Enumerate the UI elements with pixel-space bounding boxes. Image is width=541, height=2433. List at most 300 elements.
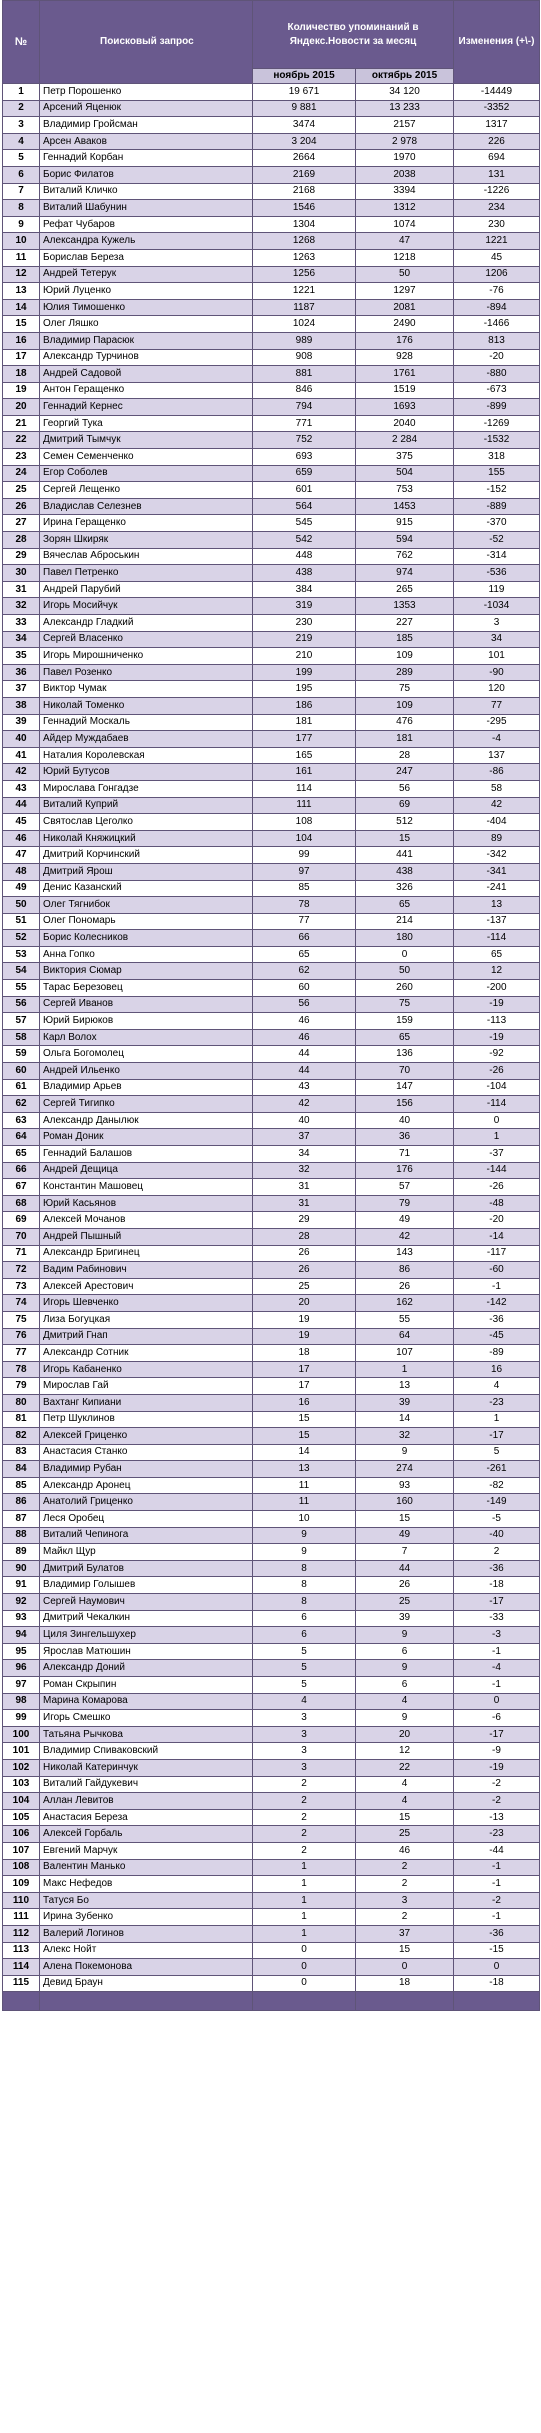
table-row xyxy=(3,1643,540,1660)
row-number: 12 xyxy=(3,266,40,283)
october-count: 12 xyxy=(356,1743,454,1760)
person-name: Мирослав Гай xyxy=(40,1378,253,1395)
november-count: 43 xyxy=(253,1079,356,1096)
october-count: 176 xyxy=(356,1162,454,1179)
october-count: 50 xyxy=(356,266,454,283)
person-name: Виталий Гайдукевич xyxy=(40,1776,253,1793)
person-name: Виталий Чепинога xyxy=(40,1527,253,1544)
november-count: 46 xyxy=(253,1013,356,1030)
october-count: 247 xyxy=(356,764,454,781)
october-count: 14 xyxy=(356,1411,454,1428)
november-count: 752 xyxy=(253,432,356,449)
row-number: 109 xyxy=(3,1876,40,1893)
person-name: Александр Доний xyxy=(40,1660,253,1677)
person-name: Борис Колесников xyxy=(40,930,253,947)
change-value: 226 xyxy=(454,133,540,150)
row-number: 15 xyxy=(3,316,40,333)
table-body xyxy=(3,84,540,1992)
person-name: Владислав Селезнев xyxy=(40,498,253,515)
november-count: 0 xyxy=(253,1975,356,1992)
row-number: 21 xyxy=(3,415,40,432)
november-count: 448 xyxy=(253,548,356,565)
table-row xyxy=(3,1245,540,1262)
row-number: 55 xyxy=(3,980,40,997)
november-count: 1256 xyxy=(253,266,356,283)
change-value: -3 xyxy=(454,1627,540,1644)
table-row xyxy=(3,880,540,897)
person-name: Сергей Власенко xyxy=(40,631,253,648)
person-name: Виталий Куприй xyxy=(40,797,253,814)
row-number: 5 xyxy=(3,150,40,167)
november-count: 114 xyxy=(253,780,356,797)
change-value: -342 xyxy=(454,847,540,864)
november-count: 56 xyxy=(253,996,356,1013)
november-count: 0 xyxy=(253,1942,356,1959)
person-name: Егор Соболев xyxy=(40,465,253,482)
person-name: Игорь Кабаненко xyxy=(40,1361,253,1378)
table-row xyxy=(3,1743,540,1760)
october-count: 289 xyxy=(356,664,454,681)
table-row xyxy=(3,797,540,814)
table-row xyxy=(3,1461,540,1478)
november-count: 16 xyxy=(253,1394,356,1411)
table-row xyxy=(3,1394,540,1411)
person-name: Виктор Чумак xyxy=(40,681,253,698)
october-count: 22 xyxy=(356,1759,454,1776)
october-count: 71 xyxy=(356,1146,454,1163)
october-count: 9 xyxy=(356,1710,454,1727)
person-name: Андрей Дещица xyxy=(40,1162,253,1179)
change-value: -889 xyxy=(454,498,540,515)
person-name: Александр Аронец xyxy=(40,1477,253,1494)
november-count: 1268 xyxy=(253,233,356,250)
row-number: 32 xyxy=(3,598,40,615)
change-value: 89 xyxy=(454,830,540,847)
november-count: 46 xyxy=(253,1029,356,1046)
row-number: 54 xyxy=(3,963,40,980)
change-value: -2 xyxy=(454,1892,540,1909)
person-name: Алекс Нойт xyxy=(40,1942,253,1959)
november-count: 97 xyxy=(253,863,356,880)
change-value: -894 xyxy=(454,299,540,316)
change-value: 34 xyxy=(454,631,540,648)
october-count: 0 xyxy=(356,1959,454,1976)
row-number: 22 xyxy=(3,432,40,449)
change-value: 12 xyxy=(454,963,540,980)
november-count: 17 xyxy=(253,1361,356,1378)
change-value: -89 xyxy=(454,1345,540,1362)
change-value: -26 xyxy=(454,1063,540,1080)
november-count: 384 xyxy=(253,581,356,598)
table-row xyxy=(3,1013,540,1030)
table-row xyxy=(3,664,540,681)
row-number: 34 xyxy=(3,631,40,648)
change-value: -1 xyxy=(454,1859,540,1876)
person-name: Дмитрий Ярош xyxy=(40,863,253,880)
october-count: 4 xyxy=(356,1776,454,1793)
change-value: 155 xyxy=(454,465,540,482)
table-row xyxy=(3,1328,540,1345)
november-count: 2 xyxy=(253,1809,356,1826)
row-number: 89 xyxy=(3,1544,40,1561)
person-name: Игорь Мирошниченко xyxy=(40,648,253,665)
table-row xyxy=(3,946,540,963)
november-count: 11 xyxy=(253,1494,356,1511)
table-row xyxy=(3,697,540,714)
table-row xyxy=(3,1361,540,1378)
table-row xyxy=(3,1345,540,1362)
row-number: 8 xyxy=(3,200,40,217)
row-number: 63 xyxy=(3,1112,40,1129)
change-value: -19 xyxy=(454,1759,540,1776)
change-value: -20 xyxy=(454,1212,540,1229)
october-count: 69 xyxy=(356,797,454,814)
person-name: Петр Шуклинов xyxy=(40,1411,253,1428)
table-row xyxy=(3,216,540,233)
table-row xyxy=(3,465,540,482)
change-value: 1 xyxy=(454,1411,540,1428)
table-row xyxy=(3,1759,540,1776)
row-number: 87 xyxy=(3,1511,40,1528)
person-name: Татуся Бо xyxy=(40,1892,253,1909)
row-number: 70 xyxy=(3,1228,40,1245)
change-value: 813 xyxy=(454,332,540,349)
row-number: 36 xyxy=(3,664,40,681)
table-row xyxy=(3,897,540,914)
november-count: 108 xyxy=(253,814,356,831)
november-count: 104 xyxy=(253,830,356,847)
person-name: Геннадий Корбан xyxy=(40,150,253,167)
table-row xyxy=(3,532,540,549)
row-number: 79 xyxy=(3,1378,40,1395)
november-count: 846 xyxy=(253,382,356,399)
october-count: 3394 xyxy=(356,183,454,200)
table-row xyxy=(3,1212,540,1229)
row-number: 7 xyxy=(3,183,40,200)
november-count: 3474 xyxy=(253,117,356,134)
person-name: Ирина Геращенко xyxy=(40,515,253,532)
row-number: 106 xyxy=(3,1826,40,1843)
october-count: 25 xyxy=(356,1826,454,1843)
header-row xyxy=(3,1,540,69)
change-value: -76 xyxy=(454,283,540,300)
november-count: 14 xyxy=(253,1444,356,1461)
table-row xyxy=(3,1959,540,1976)
november-count: 195 xyxy=(253,681,356,698)
november-count: 3 xyxy=(253,1726,356,1743)
november-count: 794 xyxy=(253,399,356,416)
table-row xyxy=(3,565,540,582)
october-count: 9 xyxy=(356,1660,454,1677)
november-count: 6 xyxy=(253,1610,356,1627)
november-count: 3 xyxy=(253,1743,356,1760)
change-value: -114 xyxy=(454,1096,540,1113)
november-count: 31 xyxy=(253,1179,356,1196)
october-count: 107 xyxy=(356,1345,454,1362)
row-number: 111 xyxy=(3,1909,40,1926)
row-number: 85 xyxy=(3,1477,40,1494)
table-row xyxy=(3,117,540,134)
november-count: 17 xyxy=(253,1378,356,1395)
row-number: 73 xyxy=(3,1278,40,1295)
november-count: 181 xyxy=(253,714,356,731)
table-row xyxy=(3,581,540,598)
person-name: Анастасия Береза xyxy=(40,1809,253,1826)
change-value: 694 xyxy=(454,150,540,167)
change-value: -48 xyxy=(454,1195,540,1212)
row-number: 6 xyxy=(3,166,40,183)
october-count: 64 xyxy=(356,1328,454,1345)
row-number: 68 xyxy=(3,1195,40,1212)
row-number: 1 xyxy=(3,84,40,101)
table-row xyxy=(3,133,540,150)
person-name: Юрий Бирюков xyxy=(40,1013,253,1030)
november-count: 3 xyxy=(253,1710,356,1727)
row-number: 47 xyxy=(3,847,40,864)
october-count: 159 xyxy=(356,1013,454,1030)
table-row xyxy=(3,316,540,333)
row-number: 40 xyxy=(3,731,40,748)
october-count: 93 xyxy=(356,1477,454,1494)
person-name: Георгий Тука xyxy=(40,415,253,432)
november-count: 5 xyxy=(253,1660,356,1677)
november-count: 1546 xyxy=(253,200,356,217)
change-value: -341 xyxy=(454,863,540,880)
row-number: 110 xyxy=(3,1892,40,1909)
table-row xyxy=(3,1726,540,1743)
header-november: ноябрь 2015 xyxy=(253,69,356,84)
change-value: -1466 xyxy=(454,316,540,333)
october-count: 39 xyxy=(356,1394,454,1411)
october-count: 44 xyxy=(356,1560,454,1577)
change-value: -370 xyxy=(454,515,540,532)
person-name: Владимир Арьев xyxy=(40,1079,253,1096)
october-count: 147 xyxy=(356,1079,454,1096)
table-row xyxy=(3,1776,540,1793)
table-row xyxy=(3,1112,540,1129)
row-number: 107 xyxy=(3,1842,40,1859)
table-row xyxy=(3,963,540,980)
person-name: Сергей Тигипко xyxy=(40,1096,253,1113)
person-name: Валентин Манько xyxy=(40,1859,253,1876)
change-value: -52 xyxy=(454,532,540,549)
table-row xyxy=(3,598,540,615)
table-row xyxy=(3,1693,540,1710)
october-count: 180 xyxy=(356,930,454,947)
person-name: Анатолий Гриценко xyxy=(40,1494,253,1511)
change-value: -144 xyxy=(454,1162,540,1179)
table-row xyxy=(3,1527,540,1544)
row-number: 33 xyxy=(3,615,40,632)
row-number: 17 xyxy=(3,349,40,366)
row-number: 100 xyxy=(3,1726,40,1743)
table-row xyxy=(3,1793,540,1810)
november-count: 1 xyxy=(253,1876,356,1893)
person-name: Олег Ляшко xyxy=(40,316,253,333)
october-count: 143 xyxy=(356,1245,454,1262)
october-count: 7 xyxy=(356,1544,454,1561)
october-count: 49 xyxy=(356,1527,454,1544)
november-count: 542 xyxy=(253,532,356,549)
person-name: Андрей Пышный xyxy=(40,1228,253,1245)
table-row xyxy=(3,1627,540,1644)
change-value: 2 xyxy=(454,1544,540,1561)
person-name: Макс Нефедов xyxy=(40,1876,253,1893)
person-name: Константин Машовец xyxy=(40,1179,253,1196)
table-row xyxy=(3,1195,540,1212)
table-row xyxy=(3,714,540,731)
november-count: 989 xyxy=(253,332,356,349)
november-count: 319 xyxy=(253,598,356,615)
person-name: Алексей Гриценко xyxy=(40,1428,253,1445)
header-october: октябрь 2015 xyxy=(356,69,454,84)
row-number: 71 xyxy=(3,1245,40,1262)
table-row xyxy=(3,299,540,316)
person-name: Павел Розенко xyxy=(40,664,253,681)
table-row xyxy=(3,1378,540,1395)
person-name: Алексей Мочанов xyxy=(40,1212,253,1229)
change-value: 230 xyxy=(454,216,540,233)
table-row xyxy=(3,1942,540,1959)
change-value: -114 xyxy=(454,930,540,947)
november-count: 9 xyxy=(253,1527,356,1544)
table-row xyxy=(3,1826,540,1843)
table-row xyxy=(3,1428,540,1445)
november-count: 771 xyxy=(253,415,356,432)
person-name: Вячеслав Аброськин xyxy=(40,548,253,565)
person-name: Айдер Муждабаев xyxy=(40,731,253,748)
table-row xyxy=(3,1710,540,1727)
november-count: 99 xyxy=(253,847,356,864)
person-name: Анастасия Станко xyxy=(40,1444,253,1461)
footer-cell xyxy=(454,1992,540,2011)
person-name: Виталий Кличко xyxy=(40,183,253,200)
table-row xyxy=(3,1892,540,1909)
october-count: 185 xyxy=(356,631,454,648)
person-name: Геннадий Балашов xyxy=(40,1146,253,1163)
november-count: 44 xyxy=(253,1046,356,1063)
table-row xyxy=(3,780,540,797)
table-row xyxy=(3,1063,540,1080)
november-count: 1304 xyxy=(253,216,356,233)
row-number: 92 xyxy=(3,1594,40,1611)
table-row xyxy=(3,382,540,399)
person-name: Андрей Садовой xyxy=(40,366,253,383)
november-count: 1 xyxy=(253,1859,356,1876)
footer-cell xyxy=(253,1992,356,2011)
row-number: 42 xyxy=(3,764,40,781)
october-count: 274 xyxy=(356,1461,454,1478)
change-value: 1206 xyxy=(454,266,540,283)
row-number: 24 xyxy=(3,465,40,482)
october-count: 4 xyxy=(356,1793,454,1810)
november-count: 2168 xyxy=(253,183,356,200)
change-value: -90 xyxy=(454,664,540,681)
november-count: 32 xyxy=(253,1162,356,1179)
october-count: 42 xyxy=(356,1228,454,1245)
change-value: -314 xyxy=(454,548,540,565)
person-name: Аллан Левитов xyxy=(40,1793,253,1810)
change-value: -36 xyxy=(454,1925,540,1942)
person-name: Лиза Богуцкая xyxy=(40,1311,253,1328)
october-count: 1074 xyxy=(356,216,454,233)
october-count: 55 xyxy=(356,1311,454,1328)
change-value: 42 xyxy=(454,797,540,814)
person-name: Ольга Богомолец xyxy=(40,1046,253,1063)
row-number: 26 xyxy=(3,498,40,515)
october-count: 34 120 xyxy=(356,84,454,101)
november-count: 210 xyxy=(253,648,356,665)
change-value: 131 xyxy=(454,166,540,183)
october-count: 1 xyxy=(356,1361,454,1378)
november-count: 3 204 xyxy=(253,133,356,150)
person-name: Дмитрий Корчинский xyxy=(40,847,253,864)
november-count: 1187 xyxy=(253,299,356,316)
change-value: -149 xyxy=(454,1494,540,1511)
change-value: 0 xyxy=(454,1112,540,1129)
person-name: Сергей Иванов xyxy=(40,996,253,1013)
row-number: 93 xyxy=(3,1610,40,1627)
change-value: -536 xyxy=(454,565,540,582)
october-count: 25 xyxy=(356,1594,454,1611)
change-value: -3352 xyxy=(454,100,540,117)
row-number: 4 xyxy=(3,133,40,150)
change-value: -82 xyxy=(454,1477,540,1494)
change-value: -36 xyxy=(454,1560,540,1577)
change-value: -1 xyxy=(454,1643,540,1660)
table-row xyxy=(3,1494,540,1511)
person-name: Борислав Береза xyxy=(40,249,253,266)
november-count: 908 xyxy=(253,349,356,366)
row-number: 39 xyxy=(3,714,40,731)
row-number: 28 xyxy=(3,532,40,549)
person-name: Денис Казанский xyxy=(40,880,253,897)
change-value: 1221 xyxy=(454,233,540,250)
person-name: Зорян Шкиряк xyxy=(40,532,253,549)
november-count: 5 xyxy=(253,1643,356,1660)
table-row xyxy=(3,498,540,515)
change-value: -17 xyxy=(454,1594,540,1611)
november-count: 65 xyxy=(253,946,356,963)
october-count: 109 xyxy=(356,697,454,714)
person-name: Роман Доник xyxy=(40,1129,253,1146)
change-value: -18 xyxy=(454,1577,540,1594)
table-footer xyxy=(3,1992,540,2011)
november-count: 230 xyxy=(253,615,356,632)
november-count: 5 xyxy=(253,1677,356,1694)
october-count: 762 xyxy=(356,548,454,565)
november-count: 3 xyxy=(253,1759,356,1776)
person-name: Андрей Ильенко xyxy=(40,1063,253,1080)
row-number: 56 xyxy=(3,996,40,1013)
october-count: 476 xyxy=(356,714,454,731)
november-count: 2 xyxy=(253,1776,356,1793)
october-count: 57 xyxy=(356,1179,454,1196)
row-number: 13 xyxy=(3,283,40,300)
row-number: 30 xyxy=(3,565,40,582)
november-count: 4 xyxy=(253,1693,356,1710)
november-count: 34 xyxy=(253,1146,356,1163)
october-count: 260 xyxy=(356,980,454,997)
row-number: 76 xyxy=(3,1328,40,1345)
change-value: 77 xyxy=(454,697,540,714)
change-value: -2 xyxy=(454,1793,540,1810)
change-value: -19 xyxy=(454,1029,540,1046)
change-value: -2 xyxy=(454,1776,540,1793)
row-number: 113 xyxy=(3,1942,40,1959)
person-name: Роман Скрыпин xyxy=(40,1677,253,1694)
person-name: Леся Оробец xyxy=(40,1511,253,1528)
